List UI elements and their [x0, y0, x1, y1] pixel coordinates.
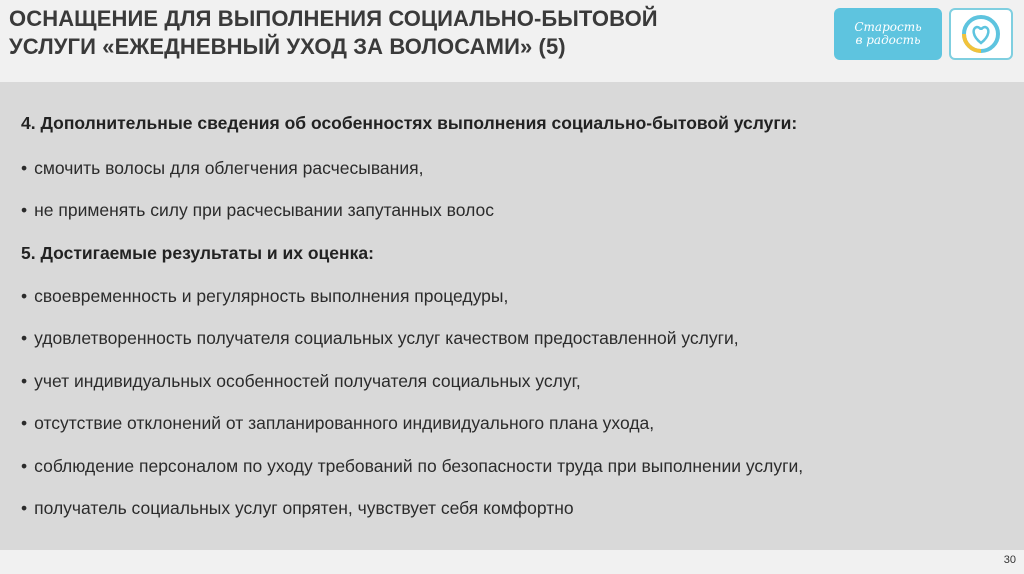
slide-title — [9, 5, 809, 61]
slide-content — [0, 82, 1024, 550]
bullet-icon: • — [21, 328, 28, 348]
bullet-icon: • — [21, 456, 28, 476]
bullet-icon: • — [21, 200, 28, 220]
bullet-icon: • — [21, 371, 28, 391]
starost-v-radost-logo — [834, 8, 942, 60]
list-item: • соблюдение персоналом по уходу требований по безопасности труда при выполнении услуги, — [21, 456, 804, 476]
list-item: • своевременность и регулярность выполнения процедуры, — [21, 286, 509, 306]
slide-header — [0, 0, 1024, 82]
bullet-icon: • — [21, 413, 28, 433]
list-item: • смочить волосы для облегчения расчесывания, — [21, 158, 424, 178]
list-item: • удовлетворенность получателя социальных услуг качеством предоставленной услуги, — [21, 328, 739, 348]
bullet-icon: • — [21, 498, 28, 518]
section-4-heading: 4. Дополнительные сведения об особенностях выполнения социально-бытовой услуги: — [21, 113, 798, 133]
list-item: • отсутствие отклонений от запланированного индивидуального плана ухода, — [21, 413, 655, 433]
bullet-icon: • — [21, 286, 28, 306]
section-5-heading: 5. Достигаемые результаты и их оценка: — [21, 243, 374, 263]
heart-logo-icon — [949, 8, 1013, 60]
list-item: • учет индивидуальных особенностей получателя социальных услуг, — [21, 371, 581, 391]
title-line-1: ОСНАЩЕНИЕ ДЛЯ ВЫПОЛНЕНИЯ СОЦИАЛЬНО-БЫТОВОЙ — [9, 6, 658, 31]
logo-text-line-1: Старость — [854, 20, 922, 34]
list-item: • не применять силу при расчесывании запутанных волос — [21, 200, 494, 220]
page-number: 30 — [1003, 554, 1016, 566]
title-line-2: УСЛУГИ «ЕЖЕДНЕВНЫЙ УХОД ЗА ВОЛОСАМИ» (5) — [9, 34, 566, 59]
list-item: • получатель социальных услуг опрятен, чувствует себя комфортно — [21, 498, 574, 518]
logo-text-line-2: в радость — [855, 33, 921, 47]
bullet-icon: • — [21, 158, 28, 178]
